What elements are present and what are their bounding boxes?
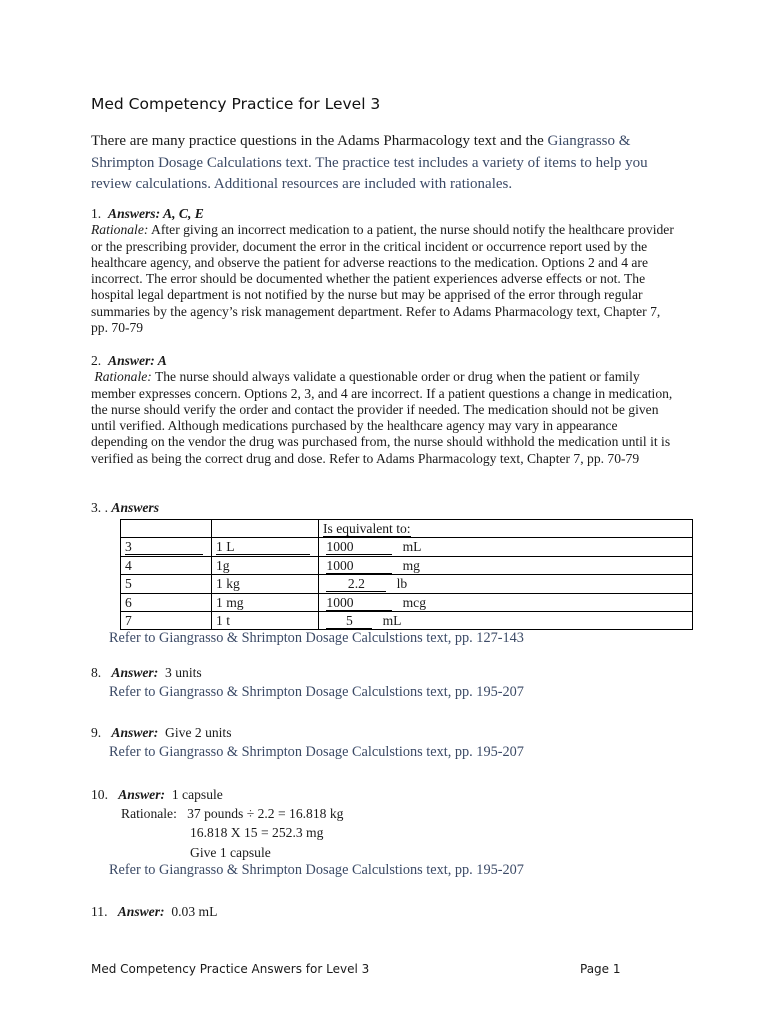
q9-answer-label: Answer: [111,725,159,740]
table-row [121,575,693,593]
q10-rationale-line2: 16.818 X 15 = 252.3 mg [190,825,324,840]
q10-rationale-text: 37 pounds ÷ 2.2 = 16.818 kg [187,806,344,821]
table-row [121,593,693,611]
row-number: 4 [121,556,212,574]
row-from: 1g [212,556,319,574]
q3-number: 3. . [91,500,108,515]
q10-answer-label: Answer: [118,787,166,802]
q11-answer-label: Answer: [117,904,165,919]
q9-answer: Give 2 units [165,725,232,740]
row-from: 1 L [212,538,319,556]
row-from: 1 kg [212,575,319,593]
table-cell [212,520,319,538]
question-3-heading [91,500,676,516]
table-row [121,556,693,574]
q3-answer: Answers [111,500,160,515]
q2-rationale: The nurse should always validate a questionable order or drug when the patient or family member expresses concern. Options 2, 3, and 4 are incorrect. If a patient questions a change in medication, the nurse should verify the order and contact the provider if needed. The medication should not be given until verified. Although medications purchased by the healthcare agency may vary in appearance depending on the vendor the drug was purchased from, the nurse should withhold the medication until it is verified as being the correct drug and dose. Refer to Adams Pharmacology text, Chapter 7, pp. 70-79 [91,369,673,466]
q1-rationale: After giving an incorrect medication to a patient, the nurse should notify the healthcare provider or the prescribing provider, document the error in the critical incident or occurrence report used by the healthcare agency, and observe the patient for adverse reactions to the medication. Options 2 and 4 are incorrect. The error should be documented whether the patient experiences adverse effects or not. The hospital legal department is not notified by the nurse but may be apprised of the error through regular summaries by the agency’s risk management department. Refer to Adams Pharmacology text, Chapter 7, pp. 70-79 [91,222,674,336]
q1-rationale-label: Rationale: [91,222,149,238]
q10-number: 10. [91,787,108,802]
row-from: 1 t [212,611,319,629]
q8-number: 8. [91,665,102,680]
table-header-row [121,520,693,538]
q2-answer: Answer: A [108,353,167,368]
q9-number: 9. [91,725,102,740]
q10-reference: Refer to Giangrasso & Shrimpton Dosage Calculstions text, pp. 195-207 [109,862,524,878]
table-row [121,538,693,556]
row-number: 7 [121,611,212,629]
footer-title: Med Competency Practice Answers for Level 3 [91,962,370,976]
row-equivalent: 1000 mL [319,538,693,556]
page-number: Page 1 [580,962,621,976]
question-10 [91,787,676,803]
intro-paragraph [91,131,681,196]
q3-reference: Refer to Giangrasso & Shrimpton Dosage Calculstions text, pp. 127-143 [109,630,524,646]
equivalents-table [120,519,693,630]
q8-answer-label: Answer: [111,665,159,680]
q10-rationale-line1 [121,804,343,823]
table-cell [121,520,212,538]
page-title: Med Competency Practice for Level 3 [91,95,381,113]
row-equivalent: 1000 mcg [319,593,693,611]
row-equivalent: 5 mL [319,611,693,629]
row-number: 6 [121,593,212,611]
q9-reference: Refer to Giangrasso & Shrimpton Dosage Calculstions text, pp. 195-207 [109,744,524,760]
row-from: 1 mg [212,593,319,611]
q1-number: 1. [91,206,102,221]
q10-rationale-label: Rationale: [121,806,177,821]
question-9 [91,725,676,741]
q1-answer: Answers: A, C, E [108,206,204,221]
row-number: 5 [121,575,212,593]
q2-rationale-label: Rationale: [94,369,152,385]
table-header-text: Is equivalent to: [323,521,411,536]
question-1 [91,206,676,336]
table-header-cell [319,520,693,538]
question-11 [91,904,676,920]
q8-answer: 3 units [165,665,202,680]
q10-answer: 1 capsule [171,787,223,802]
intro-text-part2: Giangrasso & Shrimpton Dosage Calculations text. The practice test includes a variety of items to help you review calculations. Additional resources are included with rationales. [91,133,648,192]
q11-answer: 0.03 mL [171,904,218,919]
row-equivalent: 2.2 lb [319,575,693,593]
q10-rationale-line3: Give 1 capsule [190,845,271,860]
q11-number: 11. [91,904,108,919]
question-2 [91,353,676,467]
row-number: 3 [121,538,212,556]
intro-text-part1: There are many practice questions in the Adams Pharmacology text and the [91,133,548,149]
q2-number: 2. [91,353,102,368]
question-8 [91,665,676,681]
table-row [121,611,693,629]
row-equivalent: 1000 mg [319,556,693,574]
q8-reference: Refer to Giangrasso & Shrimpton Dosage Calculstions text, pp. 195-207 [109,684,524,700]
